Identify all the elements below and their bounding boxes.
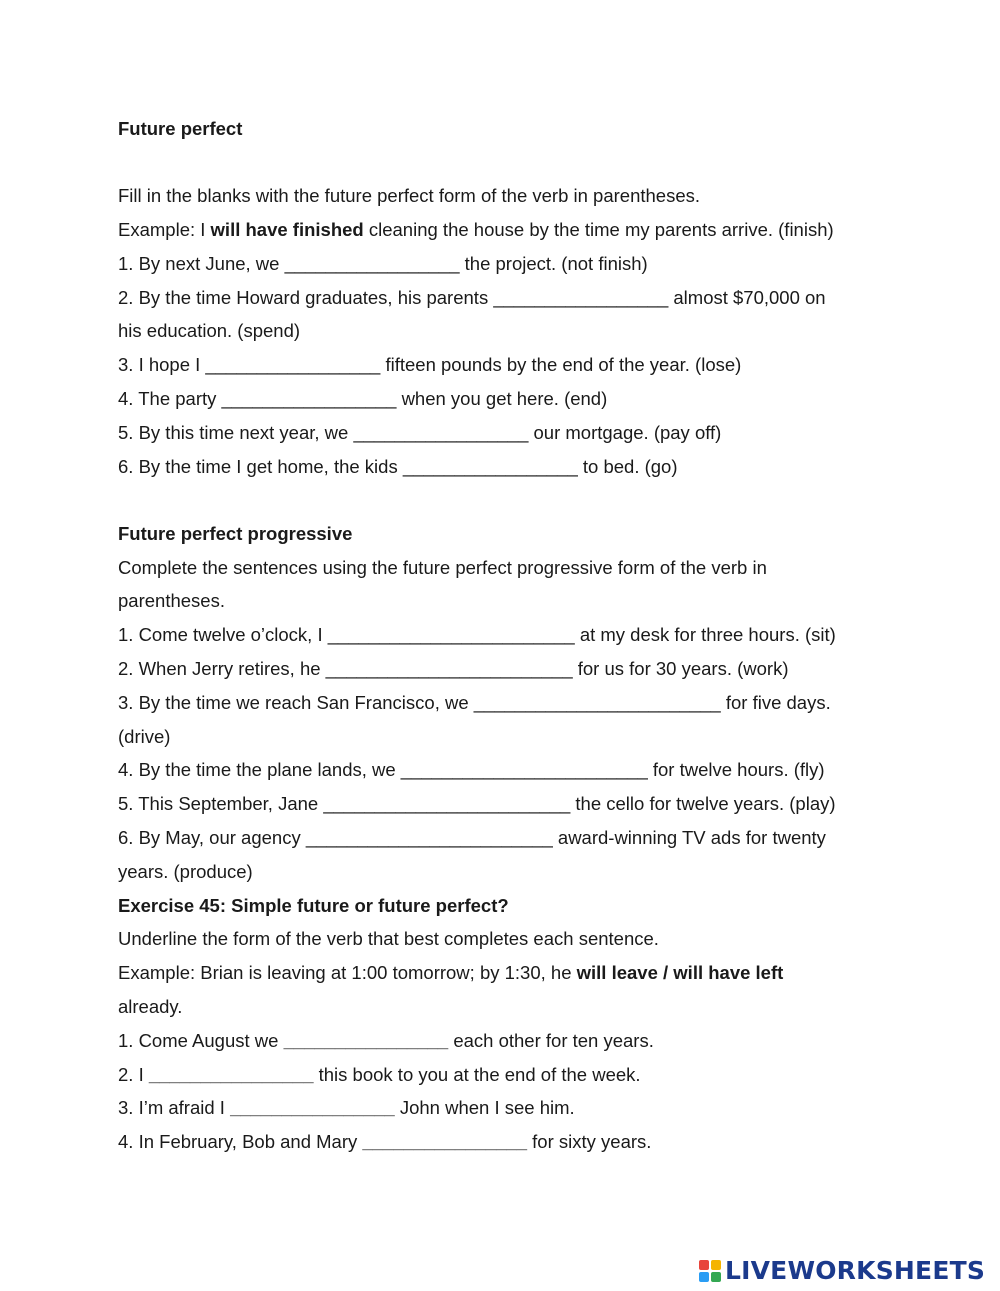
example-continuation: already.: [118, 996, 183, 1017]
answer-blank[interactable]: ________________: [230, 1097, 395, 1118]
exercise-item-continuation: his education. (spend): [118, 320, 301, 341]
exercise-item: 1. By next June, we _________________ the project. (not finish): [118, 253, 648, 274]
exercise-item: 2. I ________________ this book to you at the end of the week.: [118, 1064, 641, 1085]
answer-blank[interactable]: ________________: [283, 1030, 449, 1051]
instruction-future-perfect: Fill in the blanks with the future perfect form of the verb in parentheses.: [118, 185, 701, 206]
exercise-item: 2. When Jerry retires, he ________________________ for us for 30 years. (work): [118, 658, 789, 679]
logo-tile: [711, 1272, 721, 1282]
answer-blank[interactable]: ________________: [362, 1131, 528, 1152]
instruction-exercise-45: Underline the form of the verb that best completes each sentence.: [118, 928, 659, 949]
example-text-end: cleaning the house by the time my parents arrive. (finish): [363, 219, 834, 240]
exercise-item: 2. By the time Howard graduates, his parents _________________ almost $70,000 on: [118, 287, 826, 308]
exercise-item: 1. Come August we ________________ each other for ten years.: [118, 1030, 654, 1051]
section-title-exercise-45: Exercise 45: Simple future or future perfect?: [118, 895, 509, 916]
answer-blank[interactable]: ________________: [148, 1064, 314, 1085]
logo-text: LIVEWORKSHEETS: [725, 1256, 986, 1285]
liveworksheets-logo: [699, 1256, 985, 1286]
exercise-item: 3. By the time we reach San Francisco, we ________________________ for five days.: [118, 692, 831, 713]
exercise-item: 6. By the time I get home, the kids _________________ to bed. (go): [118, 456, 678, 477]
instruction-line: parentheses.: [118, 590, 225, 611]
instruction-line: Complete the sentences using the future perfect progressive form of the verb in: [118, 557, 767, 578]
example-answer: will have finished: [210, 219, 364, 240]
exercise-item: 4. By the time the plane lands, we ________________________ for twelve hours. (fly): [118, 759, 825, 780]
logo-icon: [699, 1260, 721, 1282]
exercise-item: 1. Come twelve o’clock, I ________________________ at my desk for three hours. (sit): [118, 624, 836, 645]
exercise-item: 4. In February, Bob and Mary ________________ for sixty years.: [118, 1131, 652, 1152]
example-answer: will leave / will have left: [576, 962, 784, 983]
exercise-item: 3. I hope I _________________ fifteen pounds by the end of the year. (lose): [118, 354, 742, 375]
exercise-item: 6. By May, our agency ________________________ award-winning TV ads for twenty: [118, 827, 826, 848]
logo-tile: [711, 1260, 721, 1270]
exercise-item: 3. I’m afraid I ________________ John when I see him.: [118, 1097, 575, 1118]
exercise-item: 5. This September, Jane ________________________ the cello for twelve years. (play): [118, 793, 836, 814]
section-title-future-perfect: Future perfect: [118, 118, 243, 139]
logo-tile: [699, 1260, 709, 1270]
example-text: Example: I: [118, 219, 211, 240]
exercise-item-continuation: years. (produce): [118, 861, 253, 882]
example-exercise-45: [118, 962, 783, 984]
example-text: Example: Brian is leaving at 1:00 tomorrow; by 1:30, he: [118, 962, 577, 983]
example-future-perfect: [118, 219, 834, 241]
section-title-future-perfect-progressive: Future perfect progressive: [118, 523, 353, 544]
exercise-item-continuation: (drive): [118, 726, 171, 747]
logo-tile: [699, 1272, 709, 1282]
exercise-item: 5. By this time next year, we _________________ our mortgage. (pay off): [118, 422, 722, 443]
exercise-item: 4. The party _________________ when you get here. (end): [118, 388, 608, 409]
